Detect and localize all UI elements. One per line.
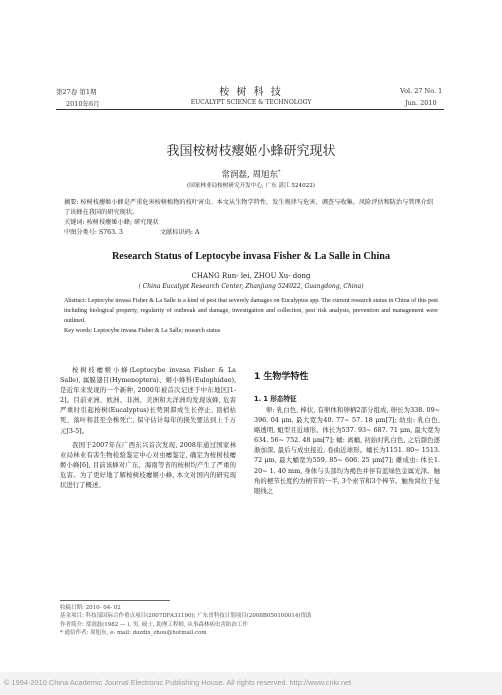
received-date: 收稿日期: 2010- 04- 02 [60, 605, 121, 611]
cnki-copyright: © 1994-2010 China Academic Journal Electronic Publishing House. All rights reserved. http://www.cnki.net [4, 678, 352, 687]
date-cn: 2010年6月 [66, 100, 100, 108]
authors-cn-text: 常润磊, 周旭东 [221, 170, 278, 180]
document-code: 文献标识码: A [160, 229, 200, 236]
article-title-en: Research Status of Leptocybe invasa Fisher & La Salle in China [111, 251, 391, 262]
affiliation-cn: (国家林业局桉树研究开发中心, 广东 湛江 524022) [187, 183, 315, 189]
morphology-paragraph: 卵: 乳白色, 棒状, 有卵体和卵柄2部分组成, 卵长为338. 09~ 396. 04 μm, 最大宽为40. 77~ 57. 18 μm[7]; 幼虫: 乳白色, 略透明, 蛆型且近球形。体长为537. 93~ 687. 71 μm, 最大宽为634. 56~ 752. 48 μm[7]; 蛹: 离蛹, 初始时乳白色, 之后颜色逐渐加深, 最后与成虫接近, 卷曲近球形。蛹长为1151. 80~ 1513. 72 μm, 最大蛹宽为559. 85~ 606. 25 μm[7]; 雌成虫: 体长1. 20~ 1. 40 mm, 身体与头部均为褐色并伴有蓝绿色金属光泽。触角的梗节长度约为柄节的一半, 3个索节和3个棒节。触角窝位于复眼线之 [254, 406, 440, 495]
intro-paragraph-2: 我国于2007年在广西东兴首次发现, 2008年通过国家林业局林业有害生物检验鉴定中心对虫瘿鉴定, 确定为桉树枝瘿姬小蜂[6], 目前该蜂对广东、海南等省的桉树均产生了严重的危害。为了更好地了解桉树枝瘿姬小蜂, 本文对国内的研究现状进行了概述。 [60, 440, 236, 490]
intro-paragraph-1: 桉树枝瘿姬小蜂(Leptocybe invasa Fisher & La Salle), 属膜翅目(Hymenoptera)、姬小蜂科(Eulophidae), 是近年来发现的一个新种, 2000年被首次记述于中东地区[1-2]。目前亚洲、欧洲、非洲、美洲和大洋洲均发现该蜂, 危害严重时引起桉树(Eucalyptus)长势困滞或生长停止, 顶梢枯死、落叶和甚至全株死亡, 保守估计每年的损失要达到上千万元[3-5]。 [60, 366, 236, 435]
subsection-heading: 1. 1 形态特征 [254, 395, 297, 403]
vol-no-en: Vol. 27 No. 1 [400, 87, 443, 95]
abstract-cn: 摘要: 桉树枝瘿姬小蜂是严重危害桉树植物的枝叶害虫。本文从生物学特性、发生规律与危害、调查与收集、风险评估和防治与管理介绍了该蜂在我国的研究现状。 [64, 199, 434, 216]
abstract-en: Abstract: Leptocybe invasa Fisher & La Salle is a kind of pest that severely damages on Eucalyptus spp. The current research status in China of this pest including biological property, regularity of outbreak and damage, investigation and collection, pest risk analysis, prevention and management were outlined. [64, 298, 438, 324]
authors-en: CHANG Run- lei, ZHOU Xu- dong [191, 272, 311, 280]
author-intro: 作者简介: 常润磊(1982 — ), 男, 硕士, 助理工程师, 从事森林病虫害防治工作 [60, 621, 248, 628]
class-number: 中图分类号: S763. 3 [64, 229, 123, 236]
fund-info: 基金项目: 科技部国际合作重点项目(2007DFA31190); 广东省科技计划项目(2008B050100014)资助 [60, 613, 312, 620]
affiliation-en: ( China Eucalypt Research Center, Zhanjiang 524022, Guangdong, China) [138, 283, 364, 290]
left-column [60, 365, 236, 490]
keywords-en: Key words: Leptocybe invasa Fisher & La Salle; research status [64, 328, 221, 334]
morphology-text [254, 405, 440, 496]
section-heading: 1 生物学特性 [254, 372, 309, 382]
article-title-cn: 我国桉树枝瘿姬小蜂研究现状 [166, 144, 336, 159]
authors-cn: 常润磊, 周旭东* [221, 169, 281, 180]
journal-name-cn: 桉 树 科 技 [219, 87, 283, 98]
date-en: Jun. 2010 [405, 99, 437, 107]
footnotes [60, 604, 440, 638]
journal-name-en: EUCALYPT SCIENCE & TECHNOLOGY [190, 99, 312, 106]
header-rule [56, 109, 444, 110]
volume-issue: 第27卷 第1期 [56, 88, 97, 96]
footnote-rule [60, 600, 170, 601]
corresponding-author: * 通信作者: 周旭东, e- mail: dazdix_zhou@hotmail.com [60, 630, 207, 637]
keywords-cn: 关键词: 桉树枝瘿姬小蜂; 研究现状 [64, 219, 159, 226]
